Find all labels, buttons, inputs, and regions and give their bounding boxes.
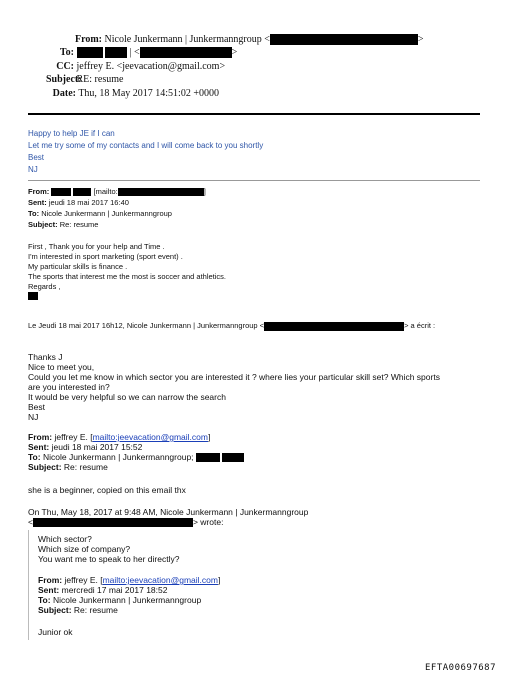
reply-line-1: Happy to help JE if I can <box>28 129 115 138</box>
msg3-line-2: Nice to meet you, <box>28 362 95 372</box>
reply-line-4: NJ <box>28 165 38 174</box>
from-value: Nicole Junkermann | Junkermanngroup < <box>104 34 270 45</box>
msg2-from-label: From: <box>28 187 50 196</box>
to-label: To: <box>59 47 74 58</box>
redaction <box>33 518 193 527</box>
msg3-line-3: Could you let me know in which sector you are interested it ? where lies your particular skill set? Which sports <box>28 372 440 382</box>
mailto-link[interactable]: mailto:jeevacation@gmail.com <box>92 432 208 442</box>
msg3-line-4: are you interested in? <box>28 382 110 392</box>
msg5-to: To: Nicole Junkermann | Junkermanngroup <box>38 595 202 605</box>
cc-label: CC: <box>56 61 74 72</box>
msg5-body: Junior ok <box>38 627 73 637</box>
msg3-line-6: Best <box>28 402 46 412</box>
msg5-q3: You want me to speak to her directly? <box>38 554 180 564</box>
mailto-link[interactable]: mailto:jeevacation@gmail.com <box>102 575 218 585</box>
msg2-body-2: I'm interested in sport marketing (sport event) . <box>28 252 183 261</box>
date-value: Thu, 18 May 2017 14:51:02 +0000 <box>78 88 219 99</box>
msg3-line-1: Thanks J <box>28 352 63 362</box>
date-label: Date: <box>52 88 76 99</box>
msg2-body-3: My particular skills is finance . <box>28 262 128 271</box>
msg4-sent: Sent: jeudi 18 mai 2017 15:52 <box>28 442 143 452</box>
redaction <box>118 188 204 196</box>
redaction <box>73 188 91 196</box>
quote-intro: Le Jeudi 18 mai 2017 16h12, Nicole Junkermann | Junkermanngroup < > a écrit : <box>28 321 436 330</box>
redaction <box>28 292 38 300</box>
msg5-intro: On Thu, May 18, 2017 at 9:48 AM, Nicole Junkermann | Junkermanngroup <box>28 507 309 517</box>
redaction <box>196 453 220 462</box>
subject-label: Subject: <box>46 74 82 85</box>
quote-bar <box>28 530 29 640</box>
bates-number: EFTA00697687 <box>425 663 497 673</box>
msg3-line-7: NJ <box>28 412 39 422</box>
cc-value: jeffrey E. <jeevacation@gmail.com> <box>76 61 226 72</box>
redaction <box>51 188 71 196</box>
email-header-subject <box>46 73 123 86</box>
redaction <box>270 34 418 45</box>
msg2-subject: Subject: Re: resume <box>28 220 99 229</box>
email-header-from: From: Nicole Junkermann | Junkermanngroup < > <box>46 33 424 46</box>
msg5-q1: Which sector? <box>38 534 92 544</box>
redaction <box>222 453 244 462</box>
redaction <box>264 322 404 331</box>
email-header-cc <box>46 60 225 73</box>
reply-line-2: Let me try some of my contacts and I will come back to you shortly <box>28 141 264 150</box>
header-divider <box>28 113 480 115</box>
msg5-q2: Which size of company? <box>38 544 131 554</box>
redaction <box>77 47 103 58</box>
msg5-intro-addr: < > wrote: <box>28 517 224 527</box>
redaction <box>105 47 127 58</box>
msg2-body-4: The sports that interest me the most is soccer and athletics. <box>28 272 227 281</box>
email-header-date <box>46 87 219 100</box>
msg2-to: To: Nicole Junkermann | Junkermanngroup <box>28 209 172 218</box>
msg5-subject: Subject: Re: resume <box>38 605 118 615</box>
redaction <box>140 47 232 58</box>
msg2-body-5: Regards , <box>28 282 61 291</box>
subject-value: RE: resume <box>76 74 124 85</box>
msg5-sent: Sent: mercredi 17 mai 2017 18:52 <box>38 585 168 595</box>
msg4-body: she is a beginner, copied on this email thx <box>28 485 186 495</box>
msg2-body-1: First , Thank you for your help and Time . <box>28 242 165 251</box>
msg2-sent: Sent: jeudi 18 mai 2017 16:40 <box>28 198 129 207</box>
msg2-from: From: [mailto: ] <box>28 187 206 196</box>
msg3-line-5: It would be very helpful so we can narrow the search <box>28 392 226 402</box>
email-header-to: To: | < > <box>46 46 237 59</box>
msg4-subject: Subject: Re: resume <box>28 462 108 472</box>
reply-divider <box>28 180 480 181</box>
msg4-from: From: jeffrey E. [mailto:jeevacation@gmail.com] <box>28 432 211 442</box>
msg4-to: To: Nicole Junkermann | Junkermanngroup; <box>28 452 244 463</box>
msg5-from: From: jeffrey E. [mailto:jeevacation@gmail.com] <box>38 575 221 585</box>
reply-line-3: Best <box>28 153 45 162</box>
from-label: From: <box>74 34 102 45</box>
